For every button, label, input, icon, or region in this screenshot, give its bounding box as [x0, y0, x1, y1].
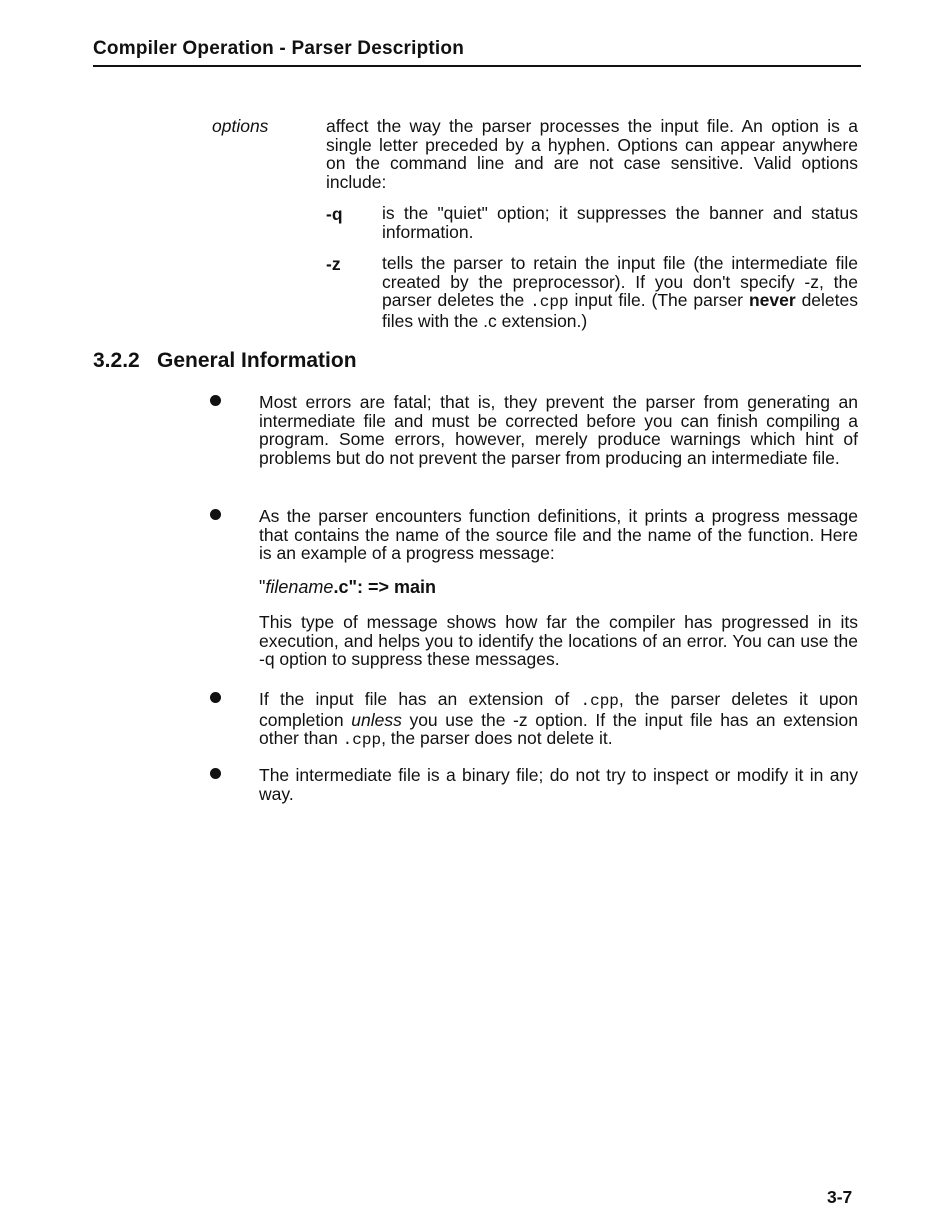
example-main: main	[394, 577, 437, 597]
bullet-icon	[210, 509, 221, 520]
options-term: options	[212, 116, 269, 136]
ext-part1: If the input file has an extension of	[259, 689, 581, 709]
z-desc-part1: tells the parser to retain the input file (the intermediate file created by the preprocessor). If you don't specify -z, the parser deletes the	[382, 253, 858, 310]
z-desc-part2: input file. (The parser	[568, 290, 749, 310]
ext-code2: .cpp	[342, 731, 382, 749]
option-z-description	[382, 254, 858, 330]
ext-part4: , the parser does not delete it.	[381, 728, 613, 748]
section-number: 3.2.2	[93, 349, 140, 372]
progress-followup-text: This type of message shows how far the compiler has progressed in its execution, and helps you to identify the locations of an error. You can use the -q option to suppress these messages.	[259, 612, 858, 669]
ext-part3: you use the -z option. If the input file has an extension other than	[259, 709, 859, 748]
option-q-description: is the "quiet" option; it suppresses the banner and status information.	[382, 203, 858, 242]
page-number: 3-7	[827, 1187, 853, 1207]
ext-italic: unless	[351, 709, 402, 730]
bullet-text-progress: As the parser encounters function definitions, it prints a progress message that contains the name of the source file and the name of the function. Here is an example of a progress message:	[259, 506, 858, 563]
example-ext: .c": =>	[333, 577, 395, 597]
bullet-icon	[210, 768, 221, 779]
page-header-title: Compiler Operation - Parser Description	[93, 38, 464, 59]
bullet-icon	[210, 692, 221, 703]
bullet-text-errors: Most errors are fatal; that is, they prevent the parser from generating an intermediate file and must be corrected before you can finish compiling a program. Some errors, however, merely produce warnings which hint of problems but do not prevent the parser from producing an intermediate file.	[259, 392, 858, 468]
example-filename: filename	[265, 577, 334, 597]
example-quote: "	[259, 577, 266, 597]
ext-code1: .cpp	[580, 692, 619, 710]
bullet-text-binary: The intermediate file is a binary file; do not try to inspect or modify it in any way.	[259, 765, 858, 804]
ext-part2: , the parser deletes it upon completion	[259, 689, 858, 730]
z-desc-code: .cpp	[530, 293, 569, 311]
option-flag-q: -q	[326, 204, 343, 224]
header-rule	[93, 65, 861, 67]
option-flag-z: -z	[326, 254, 341, 274]
section-title: General Information	[157, 349, 357, 372]
z-desc-bold: never	[748, 290, 796, 310]
z-desc-part3: deletes files with the .c extension.)	[382, 290, 858, 331]
bullet-icon	[210, 395, 221, 406]
progress-message-example	[259, 577, 436, 598]
options-description: affect the way the parser processes the input file. An option is a single letter preceded by a hyphen. Options can appear anywhere on the command line and are not case sensitive. Valid options include:	[326, 116, 858, 192]
section-heading	[93, 349, 357, 373]
bullet-text-extension	[259, 690, 858, 750]
